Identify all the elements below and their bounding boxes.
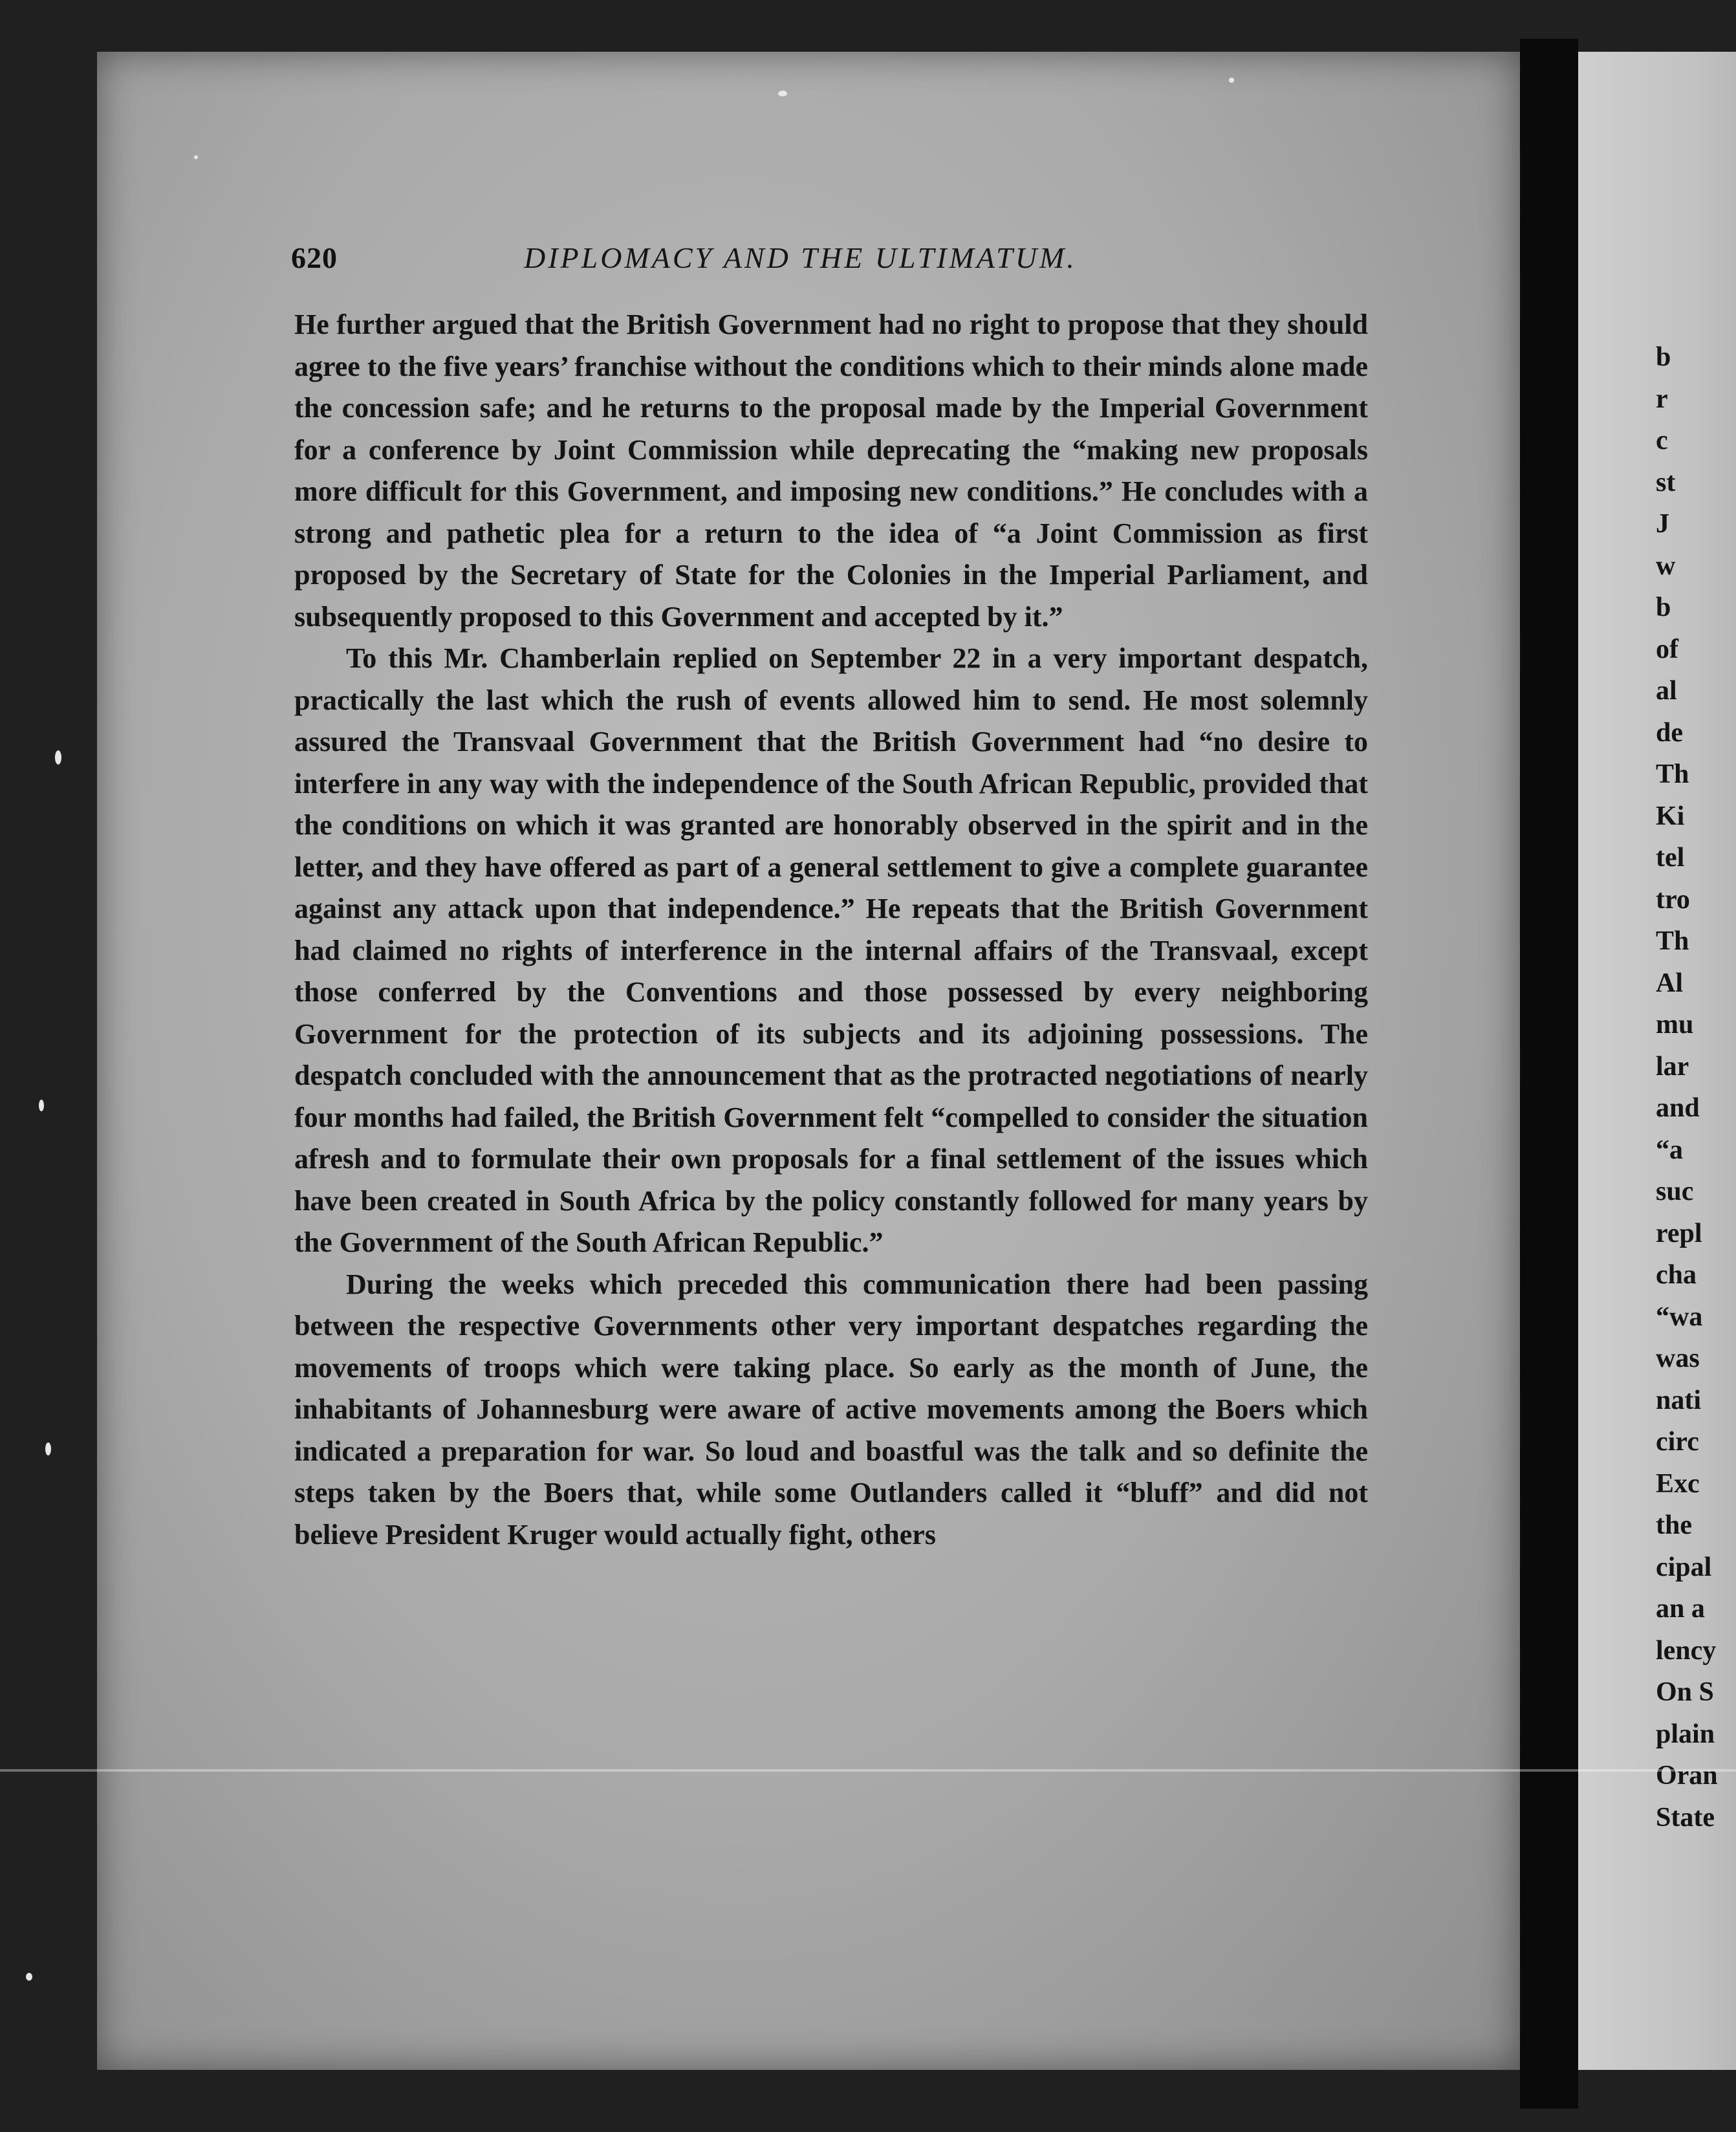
facing-page-line: cipal xyxy=(1656,1552,1712,1582)
facing-page-line: J xyxy=(1656,509,1669,539)
facing-page-line: Exc xyxy=(1656,1468,1700,1499)
facing-page-line: repl xyxy=(1656,1218,1702,1248)
facing-page-line: mu xyxy=(1656,1010,1694,1039)
facing-page-line: Th xyxy=(1656,926,1689,956)
facing-page-line: cha xyxy=(1656,1260,1697,1290)
facing-page-line: State xyxy=(1656,1802,1715,1833)
facing-page-line: b xyxy=(1656,593,1671,622)
dust-speck xyxy=(778,91,787,96)
facing-page-line: w xyxy=(1656,550,1676,581)
facing-page-line: the xyxy=(1656,1510,1692,1540)
facing-page-line: “a xyxy=(1656,1135,1683,1165)
facing-page-line: suc xyxy=(1656,1177,1694,1206)
paragraph-3: During the weeks which preceded this communication there had been passing between the respective Governments other very important despatches regarding the movements of troops which were taking place. So early as the month of June, the inhabitants of Johannesburg were aware of active movements among the Boers which indicated a preparation for war. So loud and boastful was the talk and so definite the steps taken by the Boers that, while some Outlanders called it “bluff” and did not believe President Kruger would actually fight, others xyxy=(294,1268,1368,1550)
running-head: DIPLOMACY AND THE ULTIMATUM. xyxy=(524,241,1077,274)
facing-page-line: al xyxy=(1656,676,1677,706)
facing-page-line: plain xyxy=(1656,1719,1715,1749)
facing-page-line: an a xyxy=(1656,1594,1705,1624)
body-text xyxy=(294,304,1368,1556)
page-header xyxy=(291,241,1391,292)
dust-speck xyxy=(39,1100,44,1111)
facing-page-line: lency xyxy=(1656,1635,1717,1666)
facing-page-line: st xyxy=(1656,467,1676,497)
facing-page-line: and xyxy=(1656,1093,1700,1123)
facing-page-line: “wa xyxy=(1656,1301,1703,1332)
facing-page-line: of xyxy=(1656,634,1678,664)
scan-artifact-line xyxy=(0,1769,1736,1772)
facing-page-line: Th xyxy=(1656,759,1689,789)
facing-page-line: nati xyxy=(1656,1385,1702,1415)
facing-page-line: On S xyxy=(1656,1677,1714,1707)
facing-page-line: tro xyxy=(1656,884,1690,915)
facing-page-line: lar xyxy=(1656,1051,1689,1082)
dust-speck xyxy=(26,1973,32,1981)
dust-speck xyxy=(1229,78,1234,83)
facing-page-line: Al xyxy=(1656,968,1683,998)
facing-page-line: tel xyxy=(1656,843,1685,873)
facing-page-line: Oran xyxy=(1656,1761,1718,1790)
dust-speck xyxy=(194,155,198,159)
paragraph-1: He further argued that the British Government had no right to propose that they should agree to the five years’ franchise without the conditions which to their minds alone made the concession safe; and he returns to the proposal made by the Imperial Government for a conference by Joint Commission while deprecating the “making new proposals more difficult for this Government, and imposing new conditions.” He concludes with a strong and pathetic plea for a return to the idea of “a Joint Commission as first proposed by the Secretary of State for the Colonies in the Imperial Parliament, and subsequently proposed to this Government and accepted by it.” xyxy=(294,309,1368,633)
facing-page-line: c xyxy=(1656,426,1668,455)
facing-page-line: r xyxy=(1656,384,1668,414)
facing-page-line: was xyxy=(1656,1343,1700,1373)
facing-page-text xyxy=(1656,336,1736,1838)
page-number: 620 xyxy=(291,241,338,274)
facing-page-line: Ki xyxy=(1656,801,1685,831)
dust-speck xyxy=(45,1442,51,1455)
paragraph-2: To this Mr. Chamberlain replied on September 22 in a very important despatch, practically the last which the rush of events allowed him to send. He most solemnly assured the Transvaal Government that the British Government had “no desire to interfere in any way with the independence of the South African Republic, provided that the conditions on which it was granted are honorably observed in the spirit and in the letter, and they have offered as part of a general settlement to give a complete guarantee against any attack upon that independence.” He repeats that the British Government had claimed no rights of interference in the internal affairs of the Transvaal, except those conferred by the Conventions and those possessed by every neighboring Government for the protection of its subjects and its adjoining possessions. The despatch concluded with the announcement that as the protracted negotiations of nearly four months had failed, the British Government felt “compelled to consider the situation afresh and to formulate their own proposals for a final settlement of the issues which have been created in South Africa by the policy constantly followed for many years by the Government of the South African Republic.” xyxy=(294,642,1368,1258)
facing-page-line: de xyxy=(1656,717,1683,748)
facing-page-line: b xyxy=(1656,342,1671,372)
book-gutter xyxy=(1520,39,1578,2109)
facing-page-line: circ xyxy=(1656,1427,1699,1457)
dust-speck xyxy=(55,750,61,765)
